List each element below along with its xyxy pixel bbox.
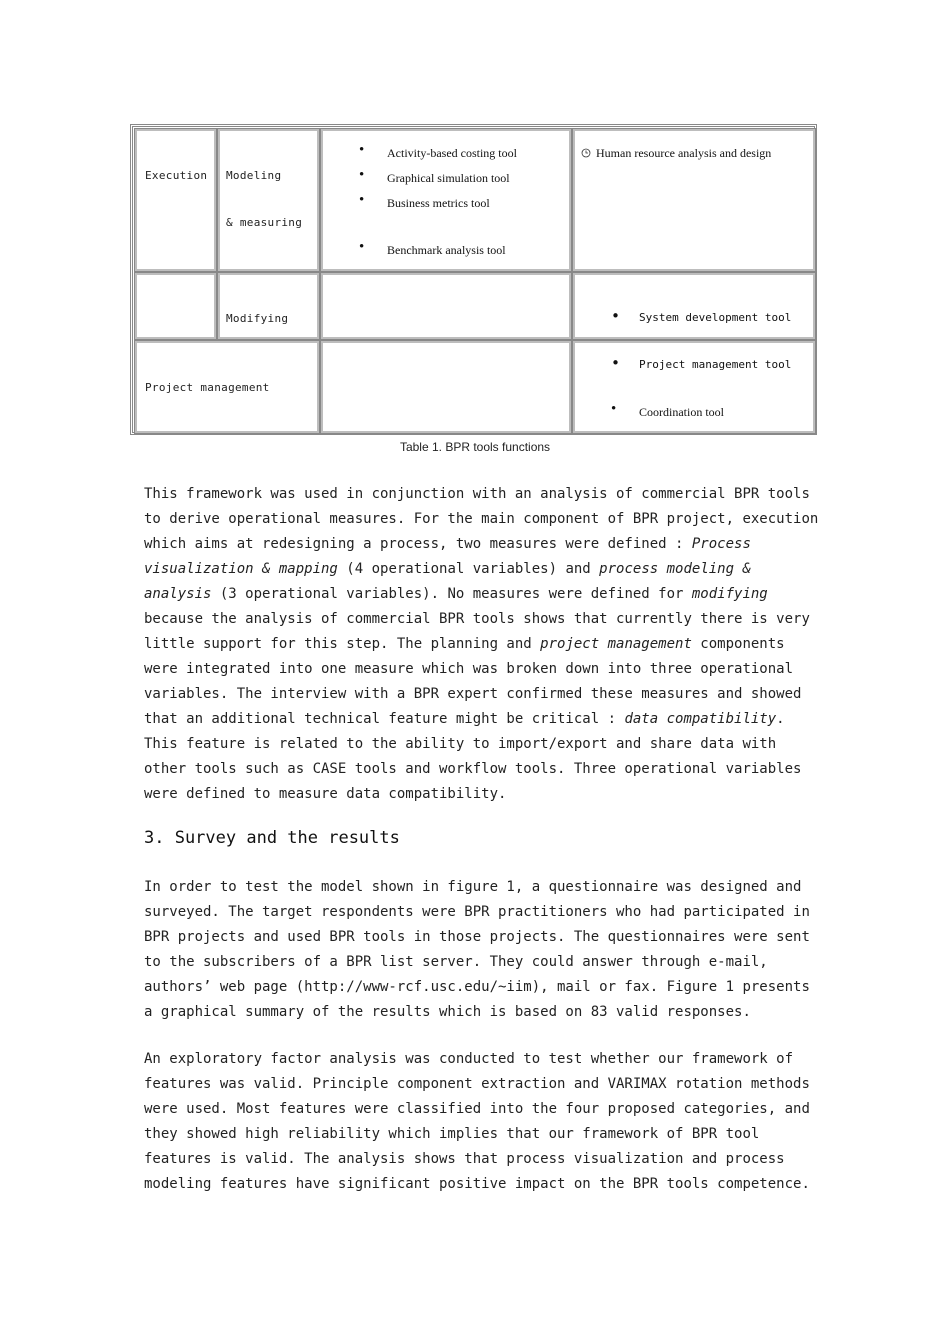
bullet-icon: •	[359, 167, 365, 183]
cell-execution-tools-right	[573, 129, 815, 271]
cell-modifying	[218, 273, 319, 339]
cell-execution-tools-left	[321, 129, 571, 271]
cell-modeling	[218, 129, 319, 271]
emphasis-project-management: project management	[540, 636, 692, 652]
paragraph-factor-analysis: An exploratory factor analysis was conducted to test whether our framework of features was valid. Principle component extraction and VARIMAX rotation methods were used. Most features were classified into the four proposed categories, and they showed high reliability which implies that our framework of BPR tool features is valid. The analysis shows that process visualization and process modeling features have significant positive impact on the BPR tools competence.	[144, 1051, 810, 1192]
emphasis-data-compatibility: data compatibility	[624, 711, 777, 727]
table-caption: Table 1. BPR tools functions	[399, 440, 551, 454]
bullet-icon: •	[611, 401, 617, 417]
cell-modifying-tools-left	[321, 273, 571, 339]
bpr-tools-table	[130, 124, 817, 435]
emphasis-process-modeling: process modeling & analysis	[144, 561, 751, 602]
cell-project-management	[135, 341, 319, 433]
list-item: • Graphical simulation tool	[359, 167, 510, 185]
section-heading: 3. Survey and the results	[144, 828, 400, 848]
list-item: • Business metrics tool	[359, 192, 490, 210]
emphasis-process-visualization: Process visualization & mapping	[144, 536, 751, 577]
row-sublabel-measuring: & measuring	[226, 216, 303, 229]
row-label-execution: Execution	[145, 169, 208, 182]
paragraph-framework: This framework was used in conjunction with an analysis of commercial BPR tools to derive operational measures. For the main component of BPR project, execution which aims at redesigning a process, two measures were defined : Process visualization & mapping (4 operational variables) and process modeling & analysis (3 operational variables). No measures were defined for modifying because the analysis of commercial BPR tools shows that currently there is very little support for this step. The planning and project management components were integrated into one measure which was broken down into three operational variables. The interview with a BPR expert confirmed these measures and showed that an additional technical feature might be critical : data compatibility. This feature is related to the ability to import/export and share data with other tools such as CASE tools and workflow tools. Three operational variables were defined to measure data compatibility.	[144, 486, 819, 802]
list-item: Human resource analysis and design	[581, 146, 771, 161]
list-item: • Benchmark analysis tool	[359, 239, 506, 257]
row-sublabel-modeling: Modeling	[226, 169, 282, 182]
cell-modifying-tools-right	[573, 273, 815, 339]
paragraph-survey: In order to test the model shown in figure 1, a questionnaire was designed and surveyed. The target respondents were BPR practitioners who had participated in BPR projects and used BPR tools in those projects. The questionnaires were sent to the subscribers of a BPR list server. They could answer through e-mail, authors’ web page (http://www-rcf.usc.edu/~iim), mail or fax. Figure 1 presents a graphical summary of the results which is based on 83 valid responses.	[144, 879, 810, 1020]
list-item: • System development tool	[611, 307, 792, 325]
bullet-icon: •	[359, 239, 365, 255]
list-item: • Project management tool	[611, 354, 792, 372]
row-label-project-management: Project management	[145, 381, 270, 394]
list-item: • Coordination tool	[611, 401, 724, 419]
cell-execution	[135, 129, 216, 271]
bullet-icon: •	[611, 307, 621, 325]
cell-modifying-blank	[135, 273, 216, 339]
clock-icon	[581, 148, 591, 158]
bullet-icon: •	[359, 192, 365, 208]
cell-project-tools-right	[573, 341, 815, 433]
list-item: • Activity-based costing tool	[359, 142, 517, 160]
cell-project-tools-left	[321, 341, 571, 433]
row-label-modifying: Modifying	[226, 312, 289, 325]
emphasis-modifying: modifying	[691, 586, 768, 602]
bullet-icon: •	[611, 354, 621, 372]
bullet-icon: •	[359, 142, 365, 158]
